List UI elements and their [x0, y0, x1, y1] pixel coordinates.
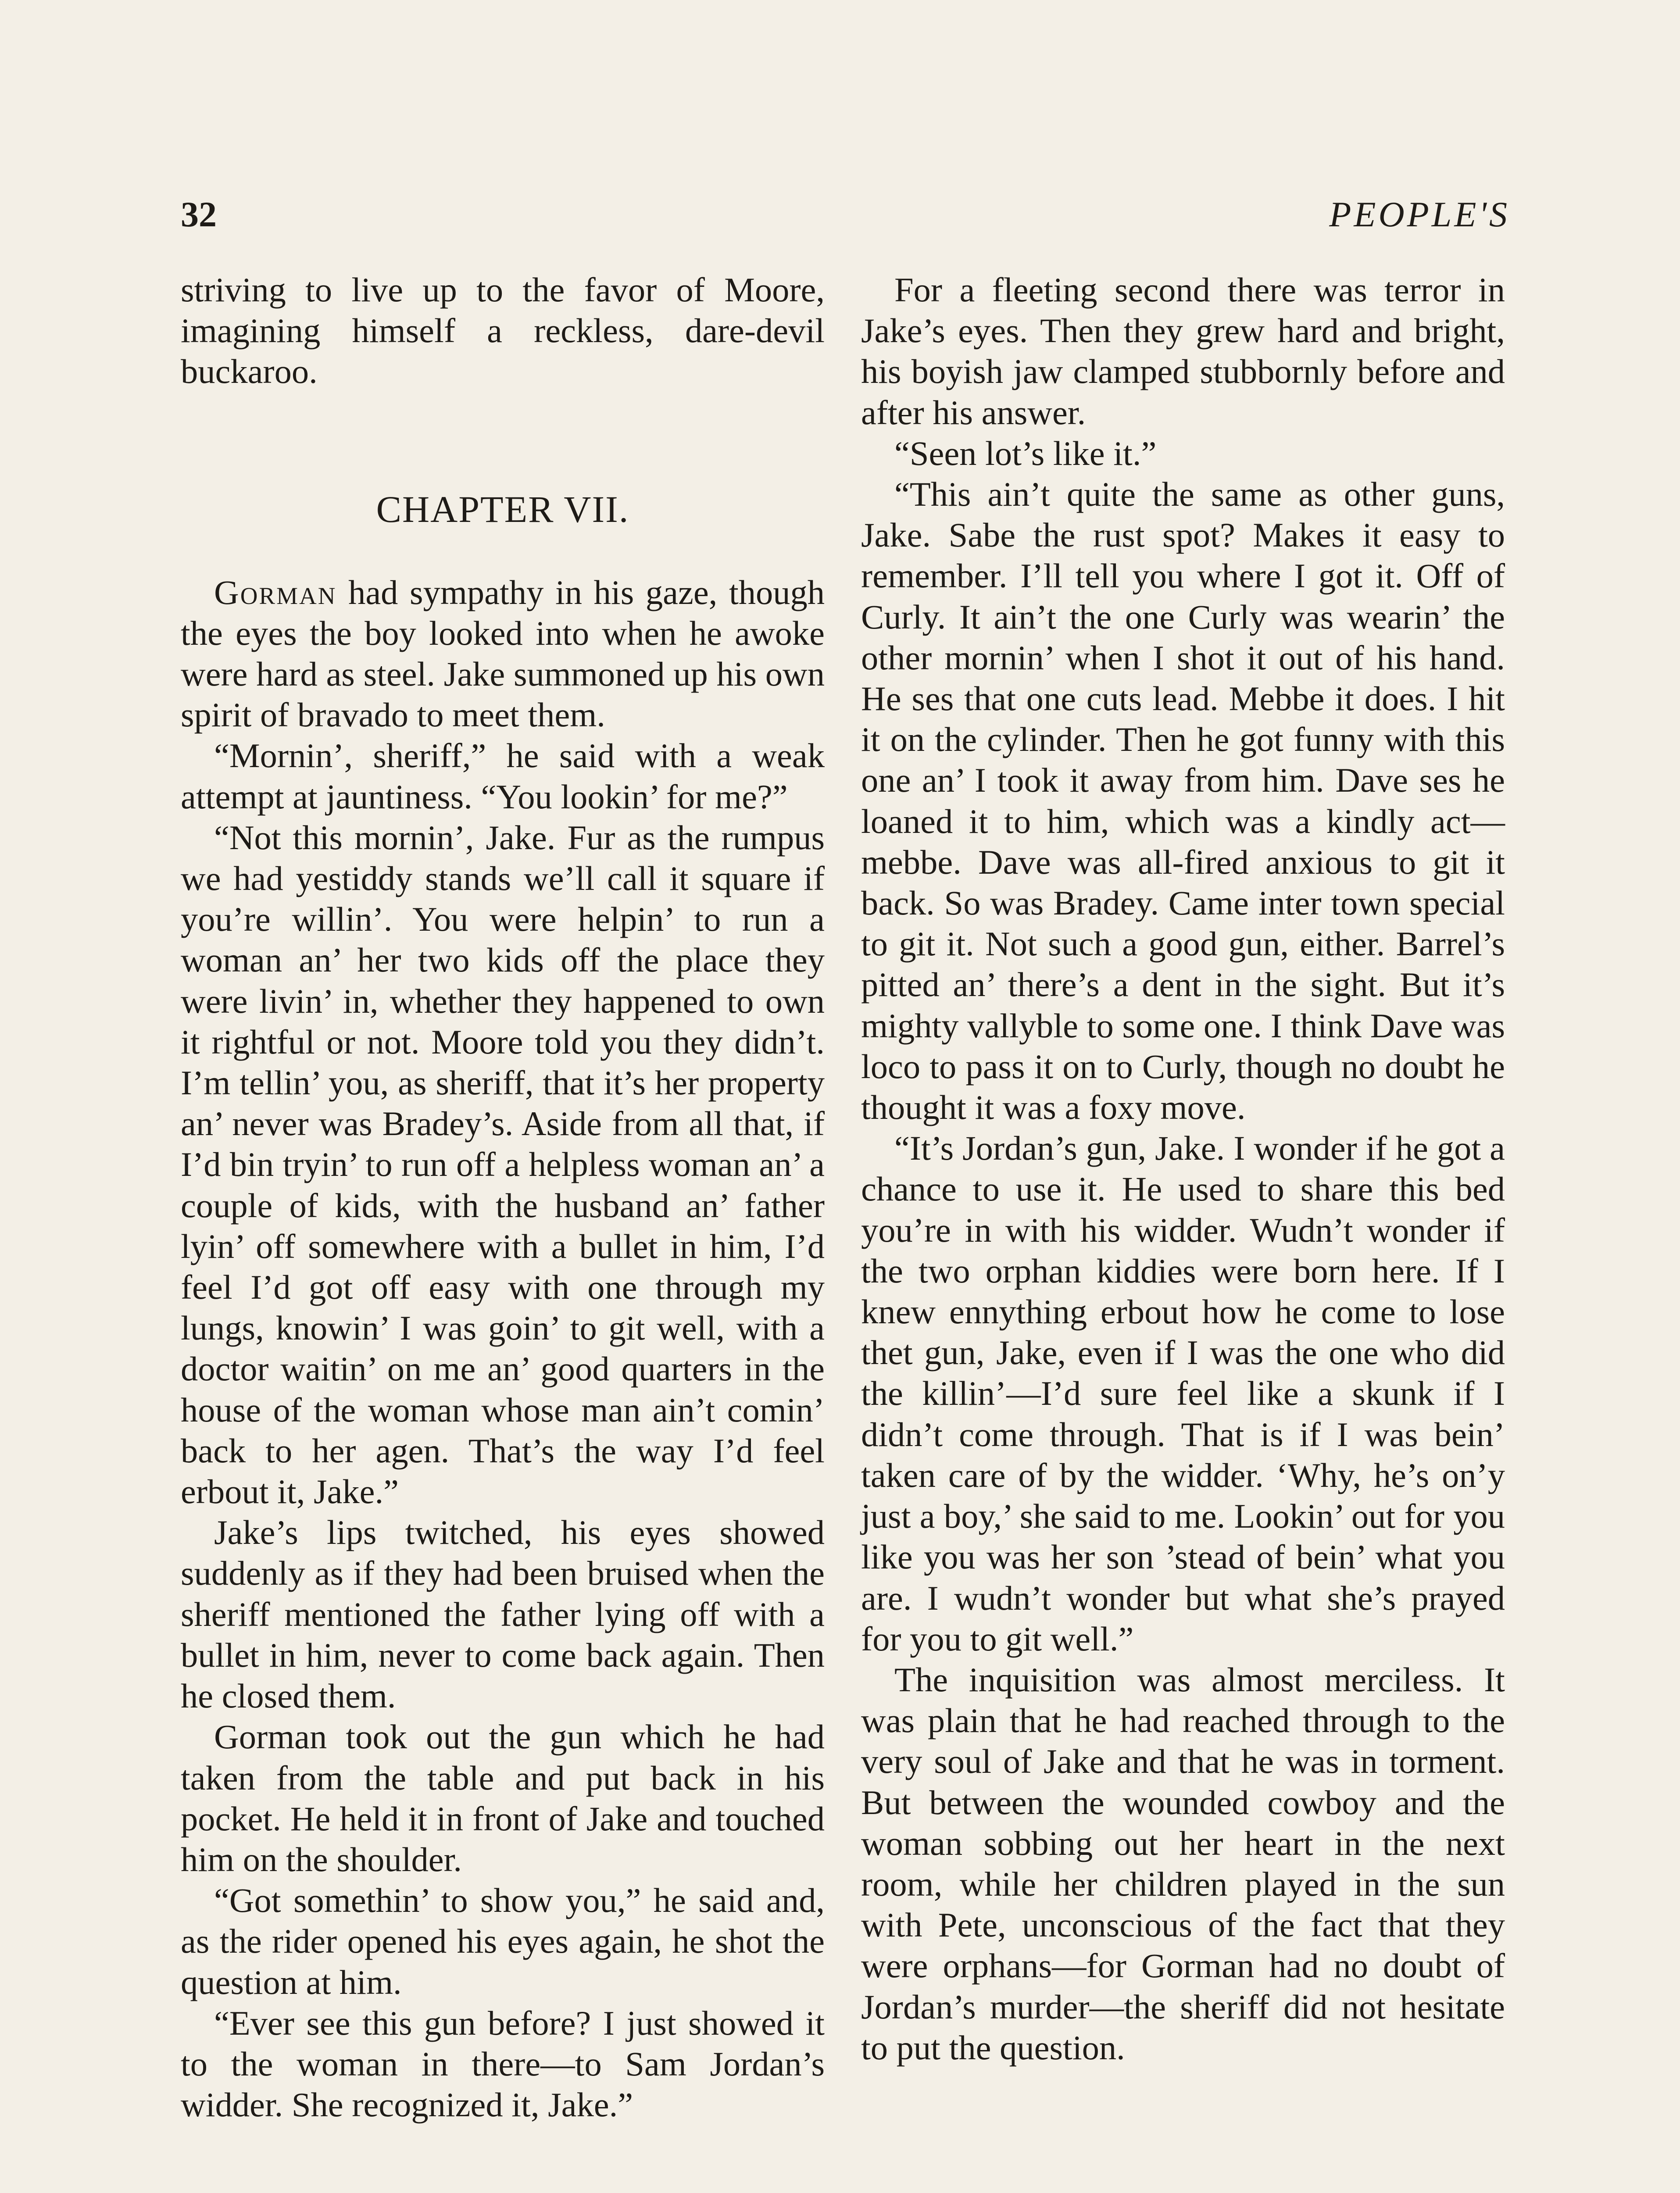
- chapter-title: CHAPTER VII.: [376, 488, 629, 530]
- paragraph: For a fleeting second there was terror in Jake’s eyes. Then they grew hard and bright, his boyish jaw clamped stubbornly before and after his answer.: [861, 271, 1505, 432]
- paragraph: The inquisition was almost merciless. It was plain that he had reached through to the very soul of Jake and that he was in torment. But between the wounded cowboy and the woman sobbing out her heart in the next room, while her children played in the sun with Pete, unconscious of the fact that they were orphans—for Gorman had no doubt of Jordan’s murder—the sheriff did not hesitate to put the question.: [861, 1660, 1505, 2067]
- running-head: PEOPLE'S: [1329, 194, 1510, 234]
- paragraph: [181, 572, 825, 736]
- paragraph: “Got somethin’ to show you,” he said and, as the rider opened his eyes again, he shot the question at him.: [181, 1881, 825, 2001]
- lead-word: Gorman: [214, 573, 337, 611]
- paragraph: Gorman took out the gun which he had taken from the table and put back in his pocket. He held it in front of Jake and touched him on the shoulder.: [181, 1718, 825, 1879]
- right-column: [861, 269, 1505, 2068]
- left-column: [181, 269, 825, 2125]
- paragraph: Jake’s lips twitched, his eyes showed suddenly as if they had been bruised when the sheriff mentioned the father lying off with a bullet in him, never to come back again. Then he closed them.: [181, 1513, 825, 1715]
- paragraph: “It’s Jordan’s gun, Jake. I wonder if he got a chance to use it. He used to share this bed you’re in with his widder. Wudn’t wonder if the two orphan kiddies were born here. If I knew ennything erbout how he come to lose thet gun, Jake, even if I was the one who did the killin’—I’d sure feel like a skunk if I didn’t come through. That is if I was bein’ taken care of by the widder. ‘Why, he’s on’y just a boy,’ she said to me. Lookin’ out for you like you was her son ’stead of bein’ what you are. I wudn’t wonder but what she’s prayed for you to git well.”: [861, 1129, 1505, 1658]
- paragraph-text: had sympathy in his gaze, though the eyes the boy looked into when he awoke were hard as steel. Jake summoned up his own spirit of bravado to meet them.: [181, 573, 825, 734]
- paragraph: “This ain’t quite the same as other guns, Jake. Sabe the rust spot? Makes it easy to remember. I’ll tell you where I got it. Off of Curly. It ain’t the one Curly was wearin’ the other mornin’ when I shot it out of his hand. He ses that one cuts lead. Mebbe it does. I hit it on the cylinder. Then he got funny with this one an’ I took it away from him. Dave ses he loaned it to him, which was a kindly act—mebbe. Dave was all-fired anxious to git it back. So was Bradey. Came inter town special to git it. Not such a good gun, either. Barrel’s pitted an’ there’s a dent in the sight. But it’s mighty vallyble to some one. I think Dave was loco to pass it on to Curly, though no doubt he thought it was a foxy move.: [861, 475, 1505, 1127]
- page-number: 32: [181, 194, 217, 234]
- paragraph: “Ever see this gun before? I just showed it to the woman in there—to Sam Jordan’s widder. She recognized it, Jake.”: [181, 2004, 825, 2124]
- paragraph: “Seen lot’s like it.”: [894, 434, 1157, 472]
- paragraph: “Not this mornin’, Jake. Fur as the rumpus we had yestiddy stands we’ll call it square if you’re willin’. You were helpin’ to run a woman an’ her two kids off the place they were livin’ in, whether they happened to own it rightful or not. Moore told you they didn’t. I’m tellin’ you, as sheriff, that it’s her property an’ never was Bradey’s. Aside from all that, if I’d bin tryin’ to run off a helpless woman an’ a couple of kids, with the husband an’ father lyin’ off somewhere with a bullet in him, I’d feel I’d got off easy with one through my lungs, knowin’ I was goin’ to git well, with a doctor waitin’ on me an’ good quarters in the house of the woman whose man ain’t comin’ back to her agen. That’s the way I’d feel erbout it, Jake.”: [181, 818, 825, 1511]
- paragraph: “Mornin’, sheriff,” he said with a weak attempt at jauntiness. “You lookin’ for me?”: [181, 736, 825, 816]
- paragraph: striving to live up to the favor of Moore, imagining himself a reckless, dare-devil buckaroo.: [181, 271, 825, 391]
